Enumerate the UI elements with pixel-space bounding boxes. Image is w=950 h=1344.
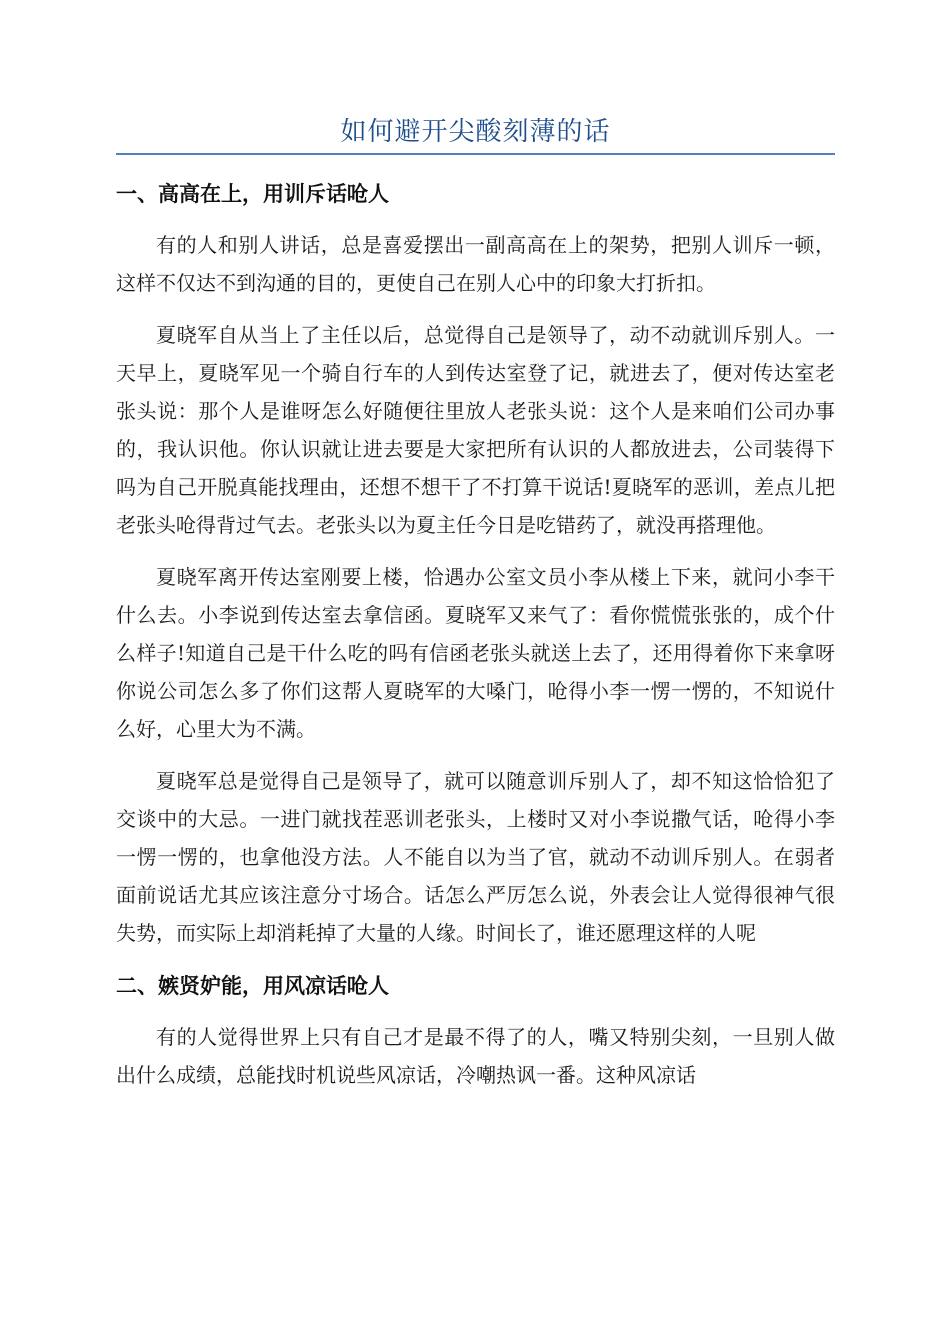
section-heading: 一、高高在上，用训斥话呛人 [116, 182, 389, 206]
body-paragraph: 有的人觉得世界上只有自己才是最不得了的人，嘴又特别尖刻，一旦别人做出什么成绩，总能找时机说些风凉话，冷嘲热讽一番。这种风凉话 [116, 1025, 835, 1087]
body-paragraph: 夏晓军总是觉得自己是领导了，就可以随意训斥别人了，却不知这恰恰犯了交谈中的大忌。一进门就找茬恶训老张头，上楼时又对小李说撒气话，呛得小李一愣一愣的，也拿他没方法。人不能自以为当了官，就动不动训斥别人。在弱者面前说话尤其应该注意分寸场合。话怎么严厉怎么说，外表会让人觉得很神气很失势，而实际上却消耗掉了大量的人缘。时间长了，谁还愿理这样的人呢 [116, 769, 835, 945]
body-paragraph: 夏晓军自从当上了主任以后，总觉得自己是领导了，动不动就训斥别人。一天早上，夏晓军见一个骑自行车的人到传达室登了记，就进去了，便对传达室老张头说：那个人是谁呀怎么好随便往里放人老张头说：这个人是来咱们公司办事的，我认识他。你认识就让进去要是大家把所有认识的人都放进去，公司装得下吗为自己开脱真能找理由，还想不想干了不打算干说话!夏晓军的恶训，差点儿把老张头呛得背过气去。老张头以为夏主任今日是吃错药了，就没再搭理他。 [116, 323, 835, 537]
body-paragraph: 夏晓军离开传达室刚要上楼，恰遇办公室文员小李从楼上下来，就问小李干什么去。小李说到传达室去拿信函。夏晓军又来气了：看你慌慌张张的，成个什么样子!知道自己是干什么吃的吗有信函老张头就送上去了，还用得着你下来拿呀你说公司怎么多了你们这帮人夏晓军的大嗓门，呛得小李一愣一愣的，不知说什么好，心里大为不满。 [116, 565, 835, 741]
document-title: 如何避开尖酸刻薄的话 [340, 117, 611, 147]
section-heading: 二、嫉贤妒能，用风凉话呛人 [116, 974, 389, 998]
title-underline-divider [116, 153, 835, 155]
body-paragraph: 有的人和别人讲话，总是喜爱摆出一副高高在上的架势，把别人训斥一顿，这样不仅达不到沟通的目的，更使自己在别人心中的印象大打折扣。 [116, 233, 835, 295]
document-body [116, 170, 835, 1108]
